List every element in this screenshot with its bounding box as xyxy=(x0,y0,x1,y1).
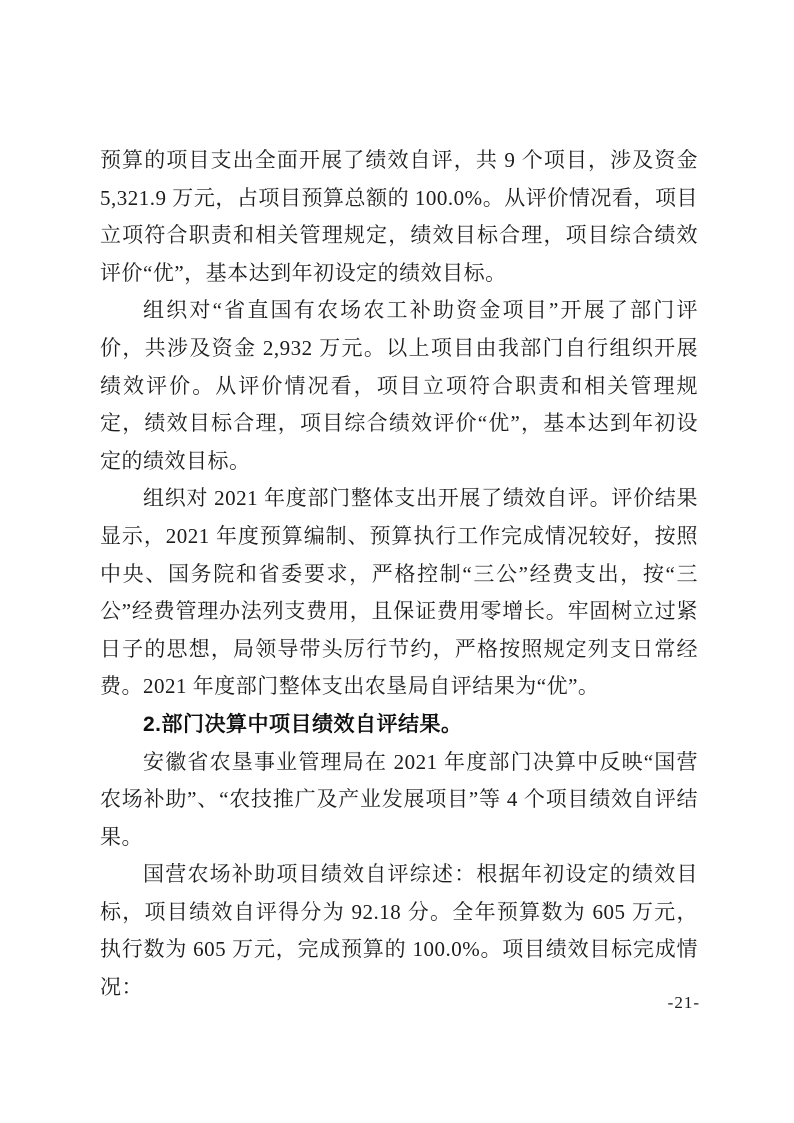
paragraph-state-farm-subsidy-summary: 国营农场补助项目绩效自评综述：根据年初设定的绩效目标，项目绩效自评得分为 92.18 分。全年预算数为 605 万元，执行数为 605 万元，完成预算的 100.0%。项目绩效目标完成情况： xyxy=(100,862,698,1000)
paragraph-final-accounts-projects: 安徽省农垦事业管理局在 2021 年度部门决算中反映“国营农场补助”、“农技推广及产业发展项目”等 4 个项目绩效自评结果。 xyxy=(100,749,698,849)
section-heading-project-performance-results: 2.部门决算中项目绩效自评结果。 xyxy=(143,712,463,736)
page-number: -21- xyxy=(667,993,700,1012)
paragraph-department-evaluation: 组织对“省直国有农场农工补助资金项目”开展了部门评价，共涉及资金 2,932 万元。以上项目由我部门自行组织开展绩效评价。从评价情况看，项目立项符合职责和相关管理规定，绩效目标合理，项目综合绩效评价“优”，基本达到年初设定的绩效目标。 xyxy=(100,298,698,473)
document-body xyxy=(100,142,698,1007)
paragraph-budget-self-evaluation: 预算的项目支出全面开展了绩效自评，共 9 个项目，涉及资金 5,321.9 万元，占项目预算总额的 100.0%。从评价情况看，项目立项符合职责和相关管理规定，绩效目标合理，项目综合绩效评价“优”，基本达到年初设定的绩效目标。 xyxy=(100,148,698,285)
paragraph-overall-expenditure-evaluation: 组织对 2021 年度部门整体支出开展了绩效自评。评价结果显示，2021 年度预算编制、预算执行工作完成情况较好，按照中央、国务院和省委要求，严格控制“三公”经费支出，按“三公”经费管理办法列支费用，且保证费用零增长。牢固树立过紧日子的思想，局领导带头厉行节约，严格按照规定列支日常经费。2021 年度部门整体支出农垦局自评结果为“优”。 xyxy=(100,486,698,699)
